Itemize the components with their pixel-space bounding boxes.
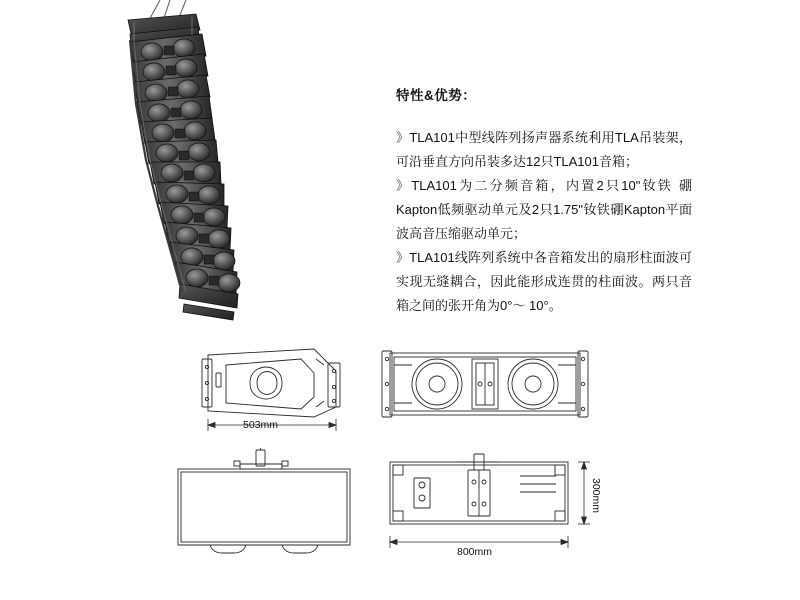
dimension-label-503mm: 503mm [243,419,279,431]
features-heading: 特性&优势： [396,88,477,103]
dimension-label-300mm: 300mm [590,478,602,514]
top-view-drawing [168,448,360,568]
line-array-photo [100,0,340,345]
features-paragraph-1: 》TLA101中型线阵列扬声器系统利用TLA吊装架，可沿垂直方向吊装多达12只TLA101音箱； [396,130,692,169]
features-paragraph-3: 》TLA101线阵列系统中各音箱发出的扇形柱面波可实现无缝耦合，因此能形成连贯的柱面波。两只音箱之间的张开角为0°～ 10°。 [396,250,692,313]
features-paragraph-2: 》TLA101为二分频音箱，内置2只10"钕铁 硼Kapton低频驱动单元及2只1.75"钕铁硼Kapton平面波高音压缩驱动单元； [396,178,692,241]
dimension-label-800mm: 800mm [457,546,493,558]
features-text-panel [396,84,692,318]
rear-view-drawing [380,448,600,558]
front-view-drawing [380,345,590,430]
